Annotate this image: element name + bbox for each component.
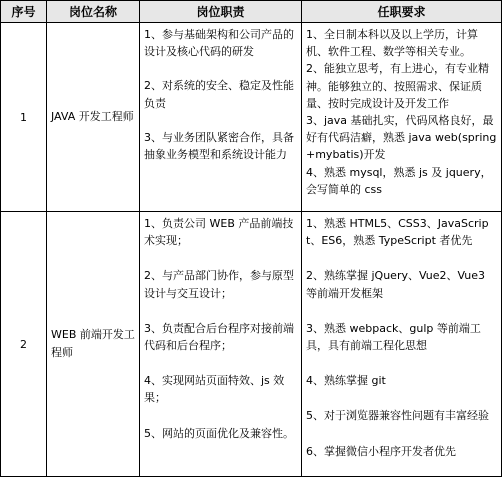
requirements-cell — [302, 212, 502, 477]
duty-item: 2、与产品部门协作，参与原型设计与交互设计； — [144, 269, 294, 300]
requirement-item: 6、掌握微信小程序开发者优先 — [306, 444, 456, 458]
requirement-item: 4、熟练掌握 git — [306, 374, 386, 388]
duty-item: 2、对系统的安全、稳定及性能负责 — [144, 79, 294, 110]
duty-item: 1、负责公司 WEB 产品前端技术实现； — [144, 217, 294, 248]
header-no: 序号 — [1, 1, 47, 23]
requirement-item: 2、熟练掌握 jQuery、Vue2、Vue3 等前端开发框架 — [306, 269, 486, 300]
row-number: 2 — [1, 212, 47, 477]
position-name: JAVA 开发工程师 — [47, 23, 140, 212]
duties-cell — [140, 212, 302, 477]
requirement-item: 3、熟悉 webpack、gulp 等前端工具，具有前端工程化思想 — [306, 321, 481, 353]
requirements-cell — [302, 23, 502, 212]
header-position: 岗位名称 — [47, 1, 140, 23]
duty-item: 3、负责配合后台程序对接前端代码和后台程序； — [144, 321, 294, 353]
table-row — [1, 23, 502, 212]
requirement-item: 3、java 基础扎实，代码风格良好，最好有代码洁癖，熟悉 java web(spring+mybatis)开发 — [306, 114, 497, 162]
position-name: WEB 前端开发工程师 — [47, 212, 140, 477]
duties-cell — [140, 23, 302, 212]
header-duties: 岗位职责 — [140, 1, 302, 23]
table-row — [1, 212, 502, 477]
header-requirements: 任职要求 — [302, 1, 502, 23]
duty-item: 4、实现网站页面特效、js 效果； — [144, 374, 285, 405]
requirement-item: 1、全日制本科以及以上学历，计算机、软件工程、数学等相关专业。 — [306, 28, 478, 59]
duty-item: 3、与业务团队紧密合作，具备抽象业务模型和系统设计能力 — [144, 130, 294, 162]
duty-item: 1、参与基础架构和公司产品的设计及核心代码的研发 — [144, 28, 294, 59]
duty-item: 5、网站的页面优化及兼容性。 — [144, 426, 294, 440]
requirement-item: 4、熟悉 mysql，熟悉 js 及 jquery，会写简单的 css — [306, 165, 492, 196]
table-header-row — [1, 1, 502, 23]
requirement-item: 2、能独立思考，有上进心，有专业精神。能够独立的、按照需求、保证质量、按时完成设计及开发工作 — [306, 62, 489, 110]
requirement-item: 5、对于浏览器兼容性问题有丰富经验 — [306, 409, 489, 423]
row-number: 1 — [1, 23, 47, 212]
requirement-item: 1、熟悉 HTML5、CSS3、JavaScript、ES6，熟悉 TypeScript 者优先 — [306, 217, 489, 248]
